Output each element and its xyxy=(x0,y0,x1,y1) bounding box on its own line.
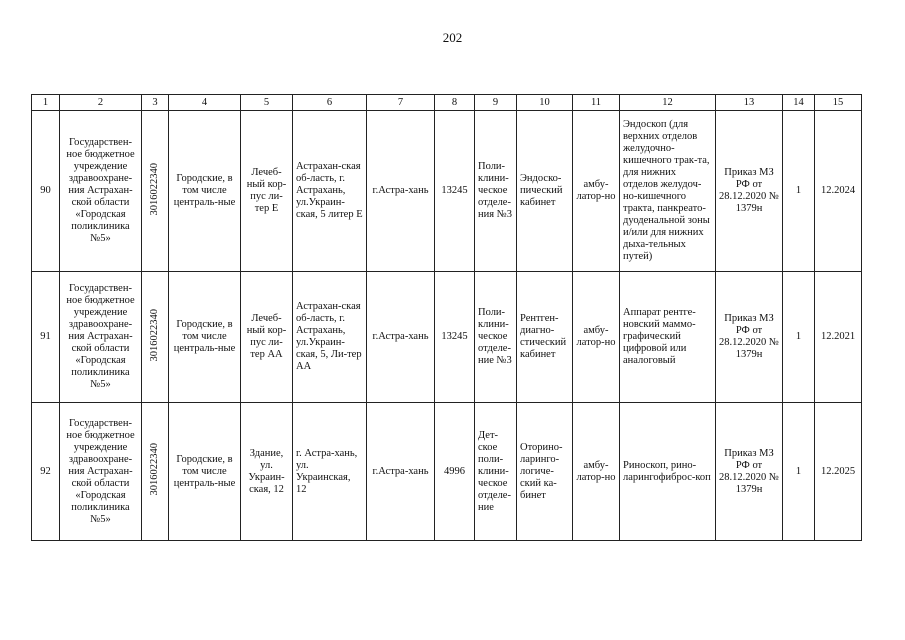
equipment: Эндоскоп (для верхних отделов желудочно-кишечного трак-та, для нижних отделов желудоч-но-кишечного тракта, панкреато-дуоденальной зоны и/или для нижних дыха-тельных путей) xyxy=(620,111,716,272)
building: Лечеб-ный кор-пус ли-тер АА xyxy=(241,272,293,403)
page-number: 202 xyxy=(442,30,463,45)
table-row xyxy=(32,272,862,403)
department: Поли-клини-ческое отделе-ния №3 xyxy=(475,111,517,272)
col-header-15: 15 xyxy=(815,95,862,111)
inn-cell xyxy=(142,272,169,403)
inn-cell xyxy=(142,111,169,272)
inn-value: 3016022340 xyxy=(149,162,160,216)
quantity: 1 xyxy=(783,403,815,541)
care-form: амбу-латор-но xyxy=(573,111,620,272)
equipment-registry-table xyxy=(31,94,862,541)
row-number: 92 xyxy=(32,403,60,541)
col-header-7: 7 xyxy=(367,95,435,111)
city: г.Астра-хань xyxy=(367,272,435,403)
quantity: 1 xyxy=(783,111,815,272)
inn-value: 3016022340 xyxy=(149,443,160,496)
building: Здание, ул. Украин-ская, 12 xyxy=(241,403,293,541)
table-row xyxy=(32,403,862,541)
inn-value: 3016022340 xyxy=(149,308,160,362)
care-form: амбу-латор-но xyxy=(573,403,620,541)
col-header-1: 1 xyxy=(32,95,60,111)
header-row xyxy=(32,95,862,111)
col-header-9: 9 xyxy=(475,95,517,111)
cabinet: Эндоско-пический кабинет xyxy=(517,111,573,272)
col-header-6: 6 xyxy=(293,95,367,111)
col-header-5: 5 xyxy=(241,95,293,111)
address: г. Астра-хань, ул. Украинская, 12 xyxy=(293,403,367,541)
address: Астрахан-ская об-ласть, г. Астрахань, ул.Украин-ская, 5 литер Е xyxy=(293,111,367,272)
col-header-4: 4 xyxy=(169,95,241,111)
settlement-type: Городские, в том числе централь-ные xyxy=(169,403,241,541)
row-number: 91 xyxy=(32,272,60,403)
col-header-8: 8 xyxy=(435,95,475,111)
care-form: амбу-латор-но xyxy=(573,272,620,403)
table-row xyxy=(32,111,862,272)
city: г.Астра-хань xyxy=(367,111,435,272)
equipment: Риноскоп, рино-ларингофиброс-коп xyxy=(620,403,716,541)
equipment: Аппарат рентге-новский маммо-графический цифровой или аналоговый xyxy=(620,272,716,403)
address: Астрахан-ская об-ласть, г. Астрахань, ул.Украин-ская, 5, Ли-тер АА xyxy=(293,272,367,403)
order-reference: Приказ МЗ РФ от 28.12.2020 № 1379н xyxy=(716,111,783,272)
inn-cell xyxy=(142,403,169,541)
row-number: 90 xyxy=(32,111,60,272)
settlement-type: Городские, в том числе централь-ные xyxy=(169,272,241,403)
col-header-10: 10 xyxy=(517,95,573,111)
quantity: 1 xyxy=(783,272,815,403)
code: 13245 xyxy=(435,272,475,403)
col-header-12: 12 xyxy=(620,95,716,111)
col-header-13: 13 xyxy=(716,95,783,111)
department: Дет-ское поли-клини-ческое отделе-ние xyxy=(475,403,517,541)
code: 4996 xyxy=(435,403,475,541)
col-header-2: 2 xyxy=(60,95,142,111)
order-reference: Приказ МЗ РФ от 28.12.2020 № 1379н xyxy=(716,403,783,541)
date: 12.2025 xyxy=(815,403,862,541)
col-header-14: 14 xyxy=(783,95,815,111)
date: 12.2024 xyxy=(815,111,862,272)
date: 12.2021 xyxy=(815,272,862,403)
col-header-11: 11 xyxy=(573,95,620,111)
organization-name: Государствен-ное бюджетное учреждение здравоохране-ния Астрахан-ской области «Городская поликлиника №5» xyxy=(60,111,142,272)
col-header-3: 3 xyxy=(142,95,169,111)
city: г.Астра-хань xyxy=(367,403,435,541)
organization-name: Государствен-ное бюджетное учреждение здравоохране-ния Астрахан-ской области «Городская поликлиника №5» xyxy=(60,272,142,403)
code: 13245 xyxy=(435,111,475,272)
cabinet: Рентген-диагно-стический кабинет xyxy=(517,272,573,403)
organization-name: Государствен-ное бюджетное учреждение здравоохране-ния Астрахан-ской области «Городская поликлиника №5» xyxy=(60,403,142,541)
cabinet: Оторино-ларинго-логиче-ский ка-бинет xyxy=(517,403,573,541)
order-reference: Приказ МЗ РФ от 28.12.2020 № 1379н xyxy=(716,272,783,403)
department: Поли-клини-ческое отделе-ние №3 xyxy=(475,272,517,403)
building: Лечеб-ный кор-пус ли-тер Е xyxy=(241,111,293,272)
settlement-type: Городские, в том числе централь-ные xyxy=(169,111,241,272)
